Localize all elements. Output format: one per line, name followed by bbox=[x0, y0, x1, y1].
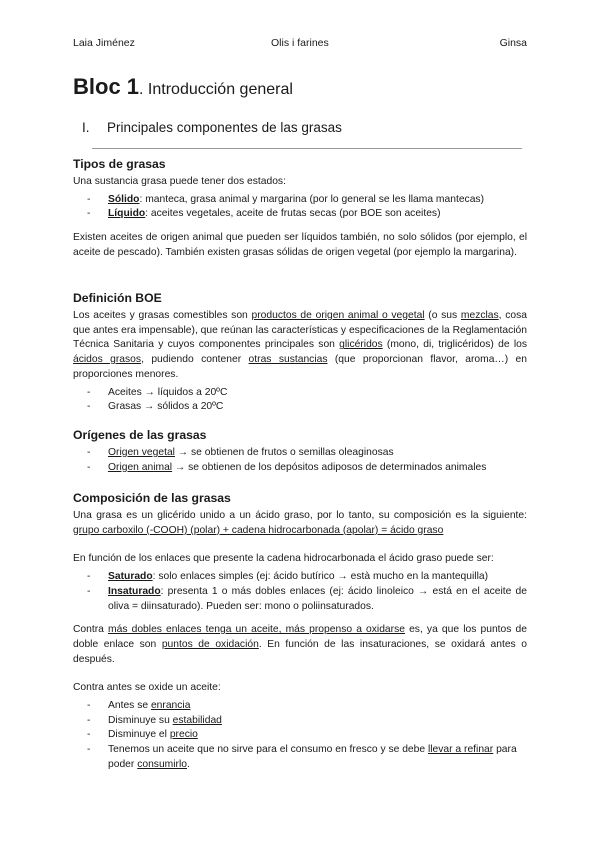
l1-underline: enrancia bbox=[150, 700, 191, 712]
tipos-section bbox=[73, 156, 527, 261]
list-item bbox=[73, 446, 527, 461]
boe-text: (o sus bbox=[424, 310, 461, 321]
list-item bbox=[73, 728, 527, 743]
p1-text: Una grasa es un glicérido unido a un ácido graso, por lo tanto, su composición es la siguiente: bbox=[73, 510, 527, 521]
saturado-text: : solo enlaces simples (ej: ácido butírico → està mucho en la mantequilla) bbox=[152, 571, 489, 583]
list-item bbox=[73, 193, 527, 208]
composicion-p1 bbox=[73, 509, 527, 538]
boe-text: Los aceites y grasas comestibles son bbox=[73, 310, 252, 321]
l3-underline: precio bbox=[169, 729, 198, 741]
boe-underline: otras sustancias bbox=[248, 354, 328, 366]
list-item bbox=[73, 585, 527, 614]
boe-underline: mezclas bbox=[460, 310, 499, 321]
vegetal-text: → se obtienen de frutos o semillas oleaginosas bbox=[174, 447, 394, 458]
p3-text: es, ya que los puntos de doble enlace son bbox=[73, 624, 527, 650]
tipos-heading: Tipos de grasas bbox=[73, 157, 166, 171]
title-bloc: Bloc 1 bbox=[73, 74, 140, 99]
page-header bbox=[73, 37, 527, 51]
list-item bbox=[73, 461, 527, 476]
l4-text: . bbox=[187, 758, 190, 770]
p3-underline: puntos de oxidación bbox=[161, 638, 259, 650]
l4-text: para poder bbox=[108, 744, 517, 770]
boe-heading: Definición BOE bbox=[73, 291, 162, 305]
boe-section bbox=[73, 290, 527, 415]
tipos-note: Existen aceites de origen animal que pueden ser líquidos también, no solo sólidos (por ejemplo, el aceite de pescado). También existen grasas sólidas de origen vegetal (por ejemplo la margarina). bbox=[73, 232, 527, 258]
animal-term: Origen animal bbox=[108, 461, 173, 473]
l1-text: Antes se bbox=[108, 700, 151, 712]
vegetal-term: Origen vegetal bbox=[108, 447, 175, 458]
solido-text: : manteca, grasa animal y margarina (por lo general se les llama mantecas) bbox=[139, 193, 484, 205]
boe-underline: glicéridos bbox=[339, 339, 383, 351]
l3-text: Disminuye el bbox=[108, 729, 170, 741]
boe-underline: ácidos grasos bbox=[73, 354, 142, 366]
origenes-section bbox=[73, 427, 527, 475]
list-item: - Grasas → sólidos a 20ºC bbox=[73, 400, 527, 415]
list-item bbox=[73, 207, 527, 222]
origenes-list bbox=[73, 446, 527, 475]
composicion-heading: Composición de las grasas bbox=[73, 491, 231, 505]
oxidacion-list bbox=[73, 699, 527, 773]
list-item bbox=[73, 743, 527, 772]
composicion-p2: En función de los enlaces que presente la cadena hidrocarbonada el ácido graso puede ser: bbox=[73, 553, 494, 565]
title-subtitle: Introducción general bbox=[143, 81, 293, 98]
list-item bbox=[73, 570, 527, 585]
boe-text: (que proporcionan flavor, aroma…) en proporciones menores. bbox=[73, 354, 527, 380]
section-number: I. bbox=[82, 120, 90, 135]
composicion-section bbox=[73, 490, 527, 773]
section-title: Principales componentes de las grasas bbox=[107, 120, 342, 135]
enlaces-list bbox=[73, 570, 527, 614]
boe-text: , cosa que antes era impensable), que reúnan las características y especificaciones de la Reglamentación Técnica Sanitaria y cuyos componentes principales son bbox=[73, 310, 527, 351]
l4-underline: llevar a refinar bbox=[427, 744, 494, 756]
section-heading bbox=[82, 120, 342, 135]
animal-text: → se obtienen de los depósitos adiposos de determinados animales bbox=[172, 461, 487, 473]
insaturado-term: Insaturado bbox=[108, 585, 161, 597]
header-author: Laia Jiménez bbox=[73, 37, 135, 49]
composicion-p4: Contra antes se oxide un aceite: bbox=[73, 682, 221, 694]
boe-text: (mono, di, triglicéridos) de los bbox=[382, 339, 527, 351]
insaturado-text: : presenta 1 o más dobles enlaces (ej: ácido linoleico → está en el aceite de oliva = diinsaturado). Pueden ser: mono o poliinsaturados. bbox=[108, 585, 527, 612]
l2-text: Disminuye su bbox=[108, 714, 173, 726]
p3-text: Contra bbox=[73, 624, 109, 636]
solido-term: Sólido bbox=[108, 193, 140, 205]
l4-underline: consumirlo bbox=[137, 758, 187, 770]
l4-text: Tenemos un aceite que no sirve para el consumo en fresco y se debe bbox=[108, 744, 428, 756]
section-divider bbox=[92, 148, 522, 149]
list-item bbox=[73, 699, 527, 714]
liquido-text: : aceites vegetales, aceite de frutas secas (por BOE son aceites) bbox=[145, 208, 441, 220]
list-item: - Aceites → líquidos a 20ºC bbox=[73, 386, 527, 401]
boe-paragraph bbox=[73, 309, 527, 383]
title-dot: . bbox=[139, 81, 144, 98]
page-title bbox=[73, 74, 293, 100]
boe-list bbox=[73, 386, 527, 415]
p3-text: . En función de las insaturaciones, se oxidará antes o después. bbox=[73, 638, 527, 665]
tipos-intro: Una sustancia grasa puede tener dos estados: bbox=[73, 176, 286, 187]
header-subject: Olis i farines bbox=[271, 37, 329, 49]
p3-underline: más dobles enlaces tenga un aceite, más propenso a oxidarse bbox=[108, 624, 405, 636]
origenes-heading: Orígenes de las grasas bbox=[73, 428, 207, 442]
saturado-term: Saturado bbox=[108, 571, 153, 583]
tipos-list bbox=[73, 193, 527, 222]
liquido-term: Líquido bbox=[108, 208, 146, 220]
l2-underline: estabilidad bbox=[172, 714, 222, 726]
composicion-p3 bbox=[73, 623, 527, 667]
header-course: Ginsa bbox=[499, 37, 527, 49]
list-item bbox=[73, 714, 527, 729]
boe-text: , pudiendo contener bbox=[141, 354, 249, 366]
boe-underline: productos de origen animal o vegetal bbox=[251, 310, 425, 321]
p1-underline: grupo carboxilo (-COOH) (polar) + cadena hidrocarbonada (apolar) = ácido graso bbox=[73, 524, 444, 536]
